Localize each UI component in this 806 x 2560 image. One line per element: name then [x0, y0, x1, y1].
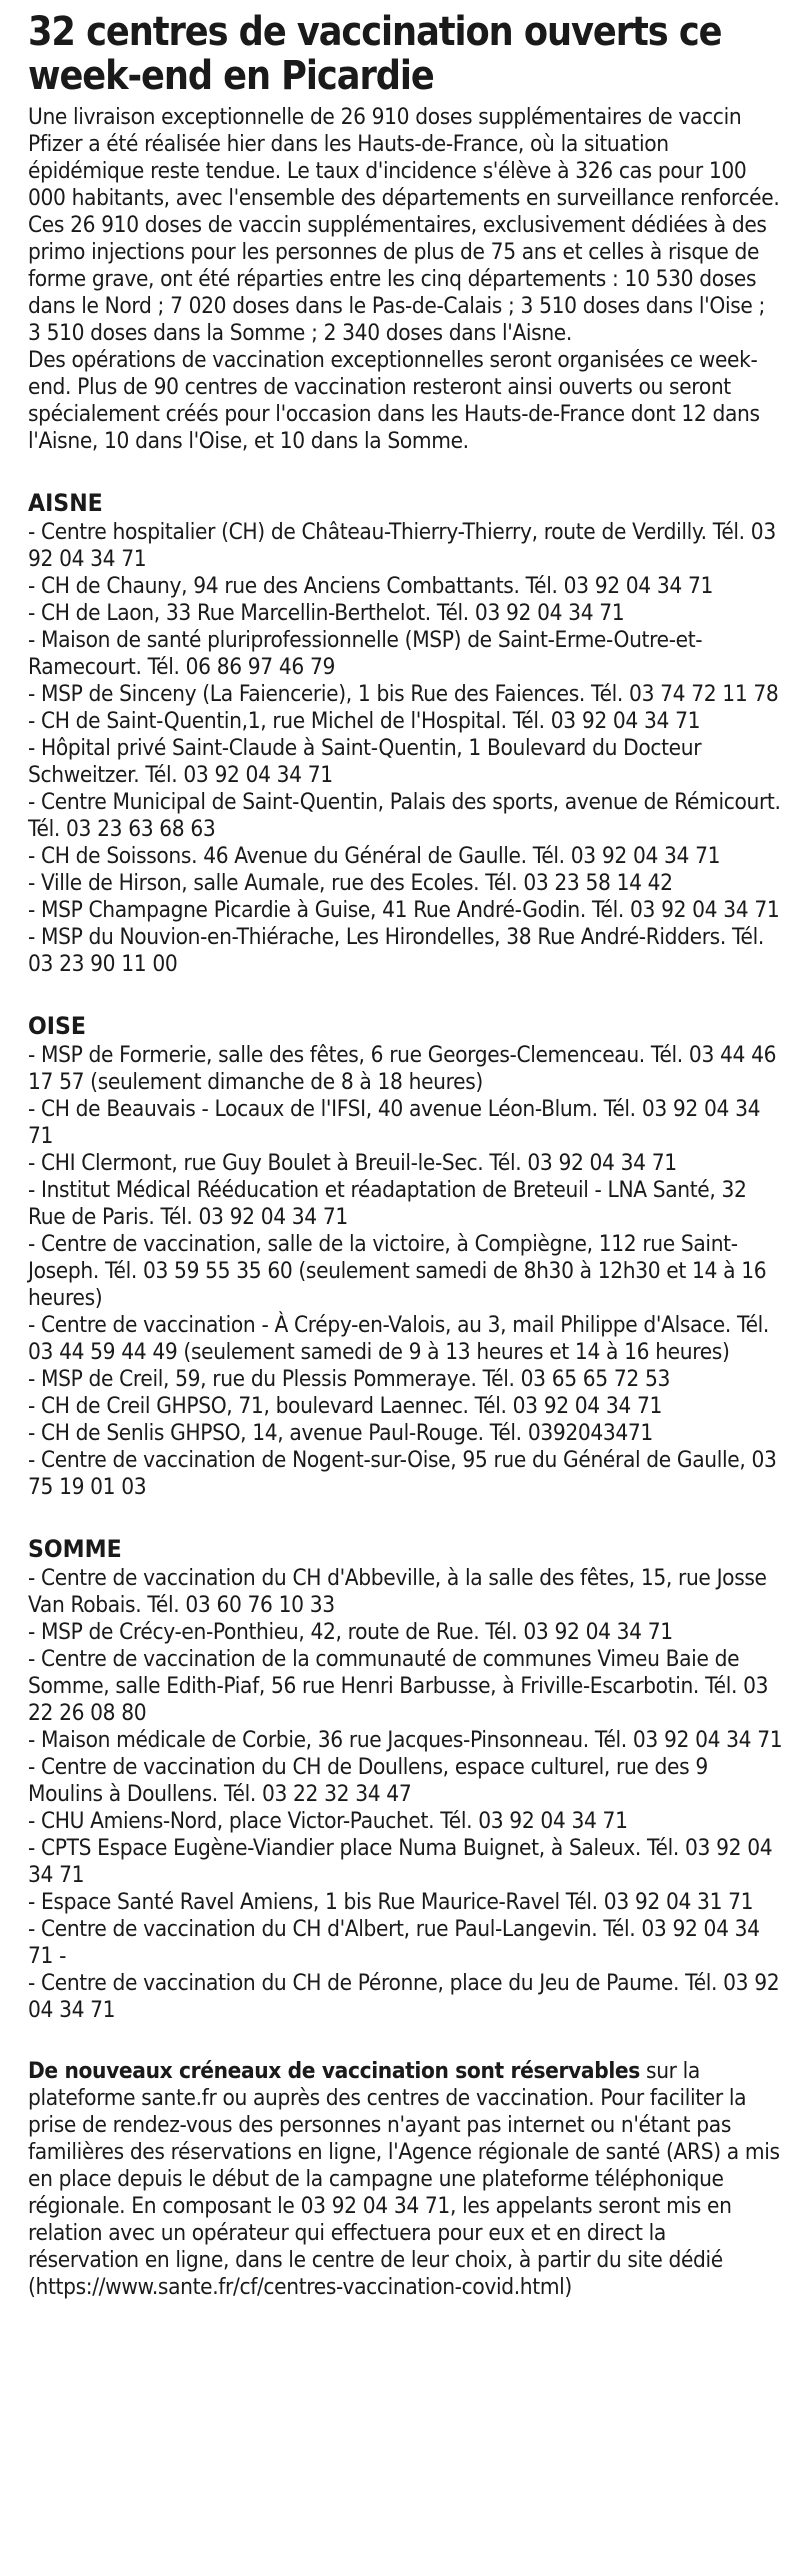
centre-entry: - Maison de santé pluriprofessionnelle (MSP) de Saint-Erme-Outre-et-Ramecourt. Tél. 06 86 97 46 79 — [28, 628, 703, 680]
section-title: OISE — [28, 1012, 86, 1040]
centre-entry: - MSP de Crécy-en-Ponthieu, 42, route de Rue. Tél. 03 92 04 34 71 — [28, 1620, 673, 1645]
intro — [28, 104, 782, 455]
centre-entry: - CH de Chauny, 94 rue des Anciens Combattants. Tél. 03 92 04 34 71 — [28, 574, 713, 599]
centre-entry: - Centre Municipal de Saint-Quentin, Palais des sports, avenue de Rémicourt. Tél. 03 23 63 68 63 — [28, 790, 781, 842]
centre-entry: - Espace Santé Ravel Amiens, 1 bis Rue Maurice-Ravel Tél. 03 92 04 31 71 — [28, 1890, 754, 1915]
centre-entry: - Centre de vaccination, salle de la victoire, à Compiègne, 112 rue Saint-Joseph. Tél. 03 59 55 35 60 (seulement samedi de 8h30 à 12h30 et 14 à 16 heures) — [28, 1232, 767, 1311]
centre-entry: - CH de Beauvais - Locaux de l'IFSI, 40 avenue Léon-Blum. Tél. 03 92 04 34 71 — [28, 1097, 761, 1149]
centre-entry: - Centre de vaccination du CH de Péronne, place du Jeu de Paume. Tél. 03 92 04 34 71 — [28, 1971, 780, 2023]
centre-entry: - CHI Clermont, rue Guy Boulet à Breuil-le-Sec. Tél. 03 92 04 34 71 — [28, 1151, 677, 1176]
centre-entry: - MSP Champagne Picardie à Guise, 41 Rue André-Godin. Tél. 03 92 04 34 71 — [28, 898, 780, 923]
centre-list — [28, 1565, 782, 2024]
section-oise — [28, 1012, 782, 1501]
intro-paragraph: Une livraison exceptionnelle de 26 910 doses supplémentaires de vaccin Pfizer a été réalisée hier dans les Hauts-de-France, où la situation épidémique reste tendue. Le taux d'incidence s'élève à 326 cas pour 100 000 habitants, avec l'ensemble des départements en surveillance renforcée. Ces 26 910 doses de vaccin supplémentaires, exclusivement dédiées à des primo injections pour les personnes de plus de 75 ans et celles à risque de forme grave, ont été réparties entre les cinq départements : 10 530 doses dans le Nord ; 7 020 doses dans le Pas-de-Calais ; 3 510 doses dans l'Oise ; 3 510 doses dans la Somme ; 2 340 doses dans l'Aisne. — [28, 105, 780, 346]
headline: 32 centres de vaccination ouverts ce week-end en Picardie — [28, 9, 722, 99]
centre-entry: - Centre de vaccination du CH d'Abbeville, à la salle des fêtes, 15, rue Josse Van Robais. Tél. 03 60 76 10 33 — [28, 1566, 767, 1618]
footer-lead: De nouveaux créneaux de vaccination sont réservables — [28, 2059, 640, 2084]
section-title: AISNE — [28, 489, 103, 517]
centre-entry: - CPTS Espace Eugène-Viandier place Numa Buignet, à Saleux. Tél. 03 92 04 34 71 — [28, 1836, 773, 1888]
centre-entry: - Institut Médical Rééducation et réadaptation de Breteuil - LNA Santé, 32 Rue de Paris. Tél. 03 92 04 34 71 — [28, 1178, 747, 1230]
section-somme — [28, 1535, 782, 2024]
centre-entry: - Ville de Hirson, salle Aumale, rue des Ecoles. Tél. 03 23 58 14 42 — [28, 871, 673, 896]
centre-entry: - MSP de Formerie, salle des fêtes, 6 rue Georges-Clemenceau. Tél. 03 44 46 17 57 (seulement dimanche de 8 à 18 heures) — [28, 1043, 777, 1095]
section-aisne — [28, 489, 782, 978]
centre-entry: - Centre de vaccination de Nogent-sur-Oise, 95 rue du Général de Gaulle, 03 75 19 01 03 — [28, 1448, 777, 1500]
centre-entry: - Centre hospitalier (CH) de Château-Thierry-Thierry, route de Verdilly. Tél. 03 92 04 34 71 — [28, 520, 776, 572]
sections — [28, 489, 792, 2024]
centre-entry: - CH de Soissons. 46 Avenue du Général de Gaulle. Tél. 03 92 04 34 71 — [28, 844, 721, 869]
section-title: SOMME — [28, 1535, 122, 1563]
footer-paragraph — [28, 2058, 782, 2301]
centre-entry: - MSP du Nouvion-en-Thiérache, Les Hirondelles, 38 Rue André-Ridders. Tél. 03 23 90 11 00 — [28, 925, 764, 977]
centre-entry: - Centre de vaccination - À Crépy-en-Valois, au 3, mail Philippe d'Alsace. Tél. 03 44 59 44 49 (seulement samedi de 9 à 13 heures et 14 à 16 heures) — [28, 1313, 769, 1365]
footer-text: sur la plateforme sante.fr ou auprès des centres de vaccination. Pour faciliter la prise de rendez-vous des personnes n'ayant pas internet ou n'étant pas familières des réservations en ligne, l'Agence régionale de santé (ARS) a mis en place depuis le début de la campagne une plateforme téléphonique régionale. En composant le 03 92 04 34 71, les appelants seront mis en relation avec un opérateur qui effectuera pour eux et en direct la réservation en ligne, dans le centre de leur choix, à partir du site dédié (https://www.sante.fr/cf/centres-vaccination-covid.html) — [28, 2059, 780, 2300]
centre-entry: - CH de Laon, 33 Rue Marcellin-Berthelot. Tél. 03 92 04 34 71 — [28, 601, 625, 626]
centre-entry: - Maison médicale de Corbie, 36 rue Jacques-Pinsonneau. Tél. 03 92 04 34 71 — [28, 1728, 783, 1753]
centre-entry: - Centre de vaccination du CH de Doullens, espace culturel, rue des 9 Moulins à Doullens. Tél. 03 22 32 34 47 — [28, 1755, 708, 1807]
centre-entry: - Centre de vaccination du CH d'Albert, rue Paul-Langevin. Tél. 03 92 04 34 71 - — [28, 1917, 760, 1969]
centre-entry: - CH de Saint-Quentin,1, rue Michel de l'Hospital. Tél. 03 92 04 34 71 — [28, 709, 701, 734]
centre-entry: - CH de Senlis GHPSO, 14, avenue Paul-Rouge. Tél. 0392043471 — [28, 1421, 653, 1446]
centre-entry: - Centre de vaccination de la communauté de communes Vimeu Baie de Somme, salle Edith-Piaf, 56 rue Henri Barbusse, à Friville-Escarbotin. Tél. 03 22 26 08 80 — [28, 1647, 769, 1726]
centre-list — [28, 519, 782, 978]
centre-entry: - CH de Creil GHPSO, 71, boulevard Laennec. Tél. 03 92 04 34 71 — [28, 1394, 662, 1419]
centre-entry: - Hôpital privé Saint-Claude à Saint-Quentin, 1 Boulevard du Docteur Schweitzer. Tél. 03 92 04 34 71 — [28, 736, 702, 788]
centre-list — [28, 1042, 782, 1501]
centre-entry: - MSP de Sinceny (La Faiencerie), 1 bis Rue des Faiences. Tél. 03 74 72 11 78 — [28, 682, 779, 707]
centre-entry: - MSP de Creil, 59, rue du Plessis Pommeraye. Tél. 03 65 65 72 53 — [28, 1367, 670, 1392]
intro-paragraph: Des opérations de vaccination exceptionnelles seront organisées ce week-end. Plus de 90 centres de vaccination resteront ainsi ouverts ou seront spécialement créés pour l'occasion dans les Hauts-de-France dont 12 dans l'Aisne, 10 dans l'Oise, et 10 dans la Somme. — [28, 348, 760, 454]
centre-entry: - CHU Amiens-Nord, place Victor-Pauchet. Tél. 03 92 04 34 71 — [28, 1809, 628, 1834]
